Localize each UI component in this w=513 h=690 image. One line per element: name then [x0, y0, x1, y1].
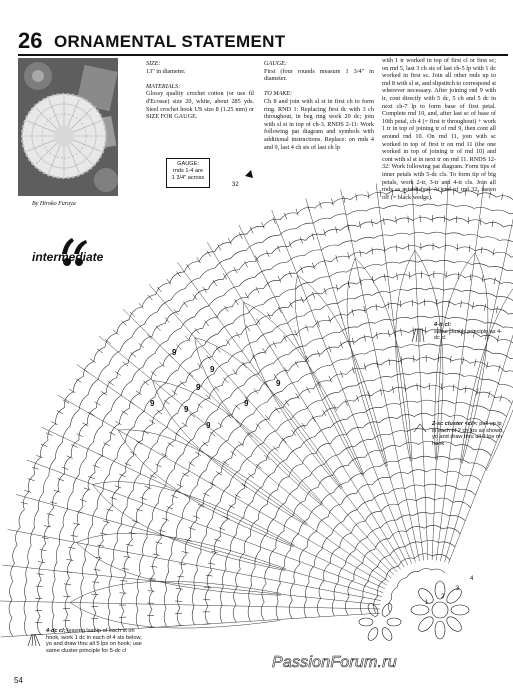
chart-petal-spoke: [412, 180, 428, 560]
chart-round-arc: [345, 525, 460, 615]
chart-petal-spoke: [207, 242, 404, 567]
chart-petal-spoke: [272, 210, 412, 563]
chart-flower-petal: [366, 626, 380, 642]
chart-round-arc: [276, 456, 486, 619]
chart-petal-outline: [153, 381, 324, 526]
diagram-round-marker: 9: [150, 399, 155, 408]
diagram-round-marker: 3: [456, 586, 460, 592]
chart-round-arc: [136, 316, 513, 628]
chart-round-arc: [304, 484, 475, 618]
diagram-round-marker: 9: [210, 365, 215, 374]
chart-flower-petal: [380, 602, 394, 618]
diagram-round-marker: 4: [470, 576, 474, 582]
chart-petal-spoke: [0, 601, 380, 609]
chart-petal-outline: [195, 338, 343, 506]
diagram-round-marker: 9: [184, 405, 189, 414]
chart-flower-petal: [380, 626, 394, 642]
page-number: 54: [14, 676, 23, 685]
diagram-round-marker: 9: [172, 348, 177, 357]
chart-center-petal: [451, 605, 469, 615]
chart-petal-spoke: [436, 183, 484, 560]
chart-round-arc: [248, 428, 496, 621]
designer-credit: By Hiroko Furuya: [32, 201, 76, 207]
diagram-round-marker: 9: [276, 379, 281, 388]
chart-petal-spoke: [177, 262, 400, 569]
chart-petal-spoke: [376, 183, 424, 560]
diagram-round-marker: 1: [425, 600, 429, 606]
chart-center-ring: [432, 602, 448, 618]
instructions-text: with 1 tr worked in top of first cl or first sc; on rnd 5, last 3 ch sts of last ch-5 lp with 1 dc worked in first sc. Join all other rnds up to rnd 8 with sl st, and slipstitch to correspond st wherever necessary. After joining rnd 9 with tr, cont directly with 5 dc, 5 ch and 5 dc in next ch-7 lp to form base of first petal. Complete rnd 10, and, after last sc of base of 10th petal, ch 4 (= first tr throughout) + work 1 tr in top of joining tr of rnd 9, then cont all around rnd 10. On rnd 11, join with sc worked in top of first tr on rnd 11 (the one worked in top of joining tr of rnd 10) and cont with sl st in next tr on rnd 11. RNDS 12-32: Work following pat diagram. Form tips of inner petals with 5-dc cls. To form tip of big petals, work 2-tr, 3-tr and 4-tr cls. Join all rnds as established. At end of rnd 32, fasten off (= black wedge).: [382, 57, 496, 201]
chart-flower-petal: [359, 618, 373, 626]
chart-petal-outline: [243, 302, 364, 489]
note-4dc-cluster: [46, 628, 144, 654]
chart-stitch-ticks: [63, 243, 494, 633]
chart-center-petal: [435, 621, 445, 639]
sc-cluster-symbol-icon: [414, 424, 426, 432]
size-label: SIZE:: [146, 60, 161, 67]
materials-label: MATERIALS:: [146, 82, 181, 90]
chart-round-arc: [360, 540, 455, 614]
note-4dc-title: 4-dc cl:: [46, 628, 66, 634]
chart-round-arc: [374, 554, 450, 614]
chart-petal-spoke: [149, 285, 397, 573]
chart-center-petal: [444, 586, 464, 606]
chart-stitch-ticks: [21, 187, 503, 504]
fasten-off-wedge-icon: [245, 170, 253, 178]
chart-round-arc: [289, 469, 481, 618]
skill-level-label: intermediate: [32, 250, 104, 264]
chart-round-arc: [121, 301, 513, 629]
chart-round-arc: [24, 204, 513, 635]
note-2sc-title: 2-sc cluster <cl>:: [432, 421, 478, 427]
note-2sc-cluster: [432, 421, 506, 447]
chart-round-arc: [261, 441, 491, 620]
chart-petal-spoke: [16, 494, 382, 596]
gauge-label: GAUGE:: [264, 60, 288, 67]
to-make-label: TO MAKE:: [264, 90, 293, 98]
chart-flower-petal: [387, 618, 401, 626]
materials-text: Glossy quality crochet cotton (or use fil d'Ecosse) size 20, white, about 285 yds. Steel crochet hook US size 8 (1.25 mm) or SIZE FOR GAUGE.: [146, 90, 254, 121]
chart-stitch-ticks: [175, 355, 500, 626]
chart-petal-spoke: [77, 365, 389, 582]
gauge-text: First (four rounds measure 1 3/4" in diameter.: [264, 67, 374, 83]
chart-round-arc: [388, 568, 444, 612]
note-4tr-cluster: [434, 322, 504, 342]
dc-cluster-symbol-icon: [28, 634, 40, 646]
chart-flower-petal: [366, 602, 380, 618]
chart-stitch-ticks: [35, 215, 493, 635]
chart-petal-spoke: [341, 189, 420, 561]
pattern-number: 26: [18, 28, 43, 53]
gauge-callout-line: 1 3/4" across: [171, 175, 205, 181]
diagram-round-marker: 2: [441, 594, 445, 600]
pattern-title: ORNAMENTAL STATEMENT: [54, 32, 286, 51]
diagram-round-marker: 9: [206, 421, 211, 430]
site-watermark: PassionForum.ru: [272, 654, 397, 671]
chart-center-petal: [411, 605, 429, 615]
size-text: 13" in diameter.: [146, 67, 186, 75]
chart-center-petal: [444, 614, 464, 634]
diagram-round-marker: 32: [232, 182, 239, 188]
chart-petal-spoke: [432, 180, 448, 560]
note-2sc-text: pull up lp in each of 2 ch lps as shown, yo and draw thru all 3 lps on hook: [432, 421, 504, 447]
diagram-round-marker: 9: [196, 383, 201, 392]
chart-petal-spoke: [306, 198, 416, 562]
note-4dc-text: leaving last lp of each st on hook, work 1 dc in each of 4 sts below, yo and draw thru all 5 lps on hook; use same cluster principle for 5-dc cl: [46, 628, 142, 654]
to-make-text: Ch 8 and join with sl st in first ch to form ring. RND 1: Replacing first dc with 3 ch throughout, in beg ring work 20 dc; join with sl st in top of ch-3. RNDS 2-11: Work following pat diagram and symbols with additional instructions. Replace: on rnds 4 and 9, last 4 ch sts of last ch lp: [264, 97, 374, 151]
chart-petal-outline: [295, 275, 387, 476]
chart-petal-spoke: [2, 565, 380, 605]
gauge-callout-title: GAUGE:: [177, 161, 199, 167]
gauge-callout-line: rnds 1-4 are: [172, 168, 204, 174]
diagram-round-marker: 9: [244, 399, 249, 408]
note-4tr-title: 4-tr cl:: [434, 322, 452, 328]
note-4tr-text: same cluster principle as 4-dc cl: [434, 328, 503, 342]
chart-center-petal: [416, 614, 436, 634]
